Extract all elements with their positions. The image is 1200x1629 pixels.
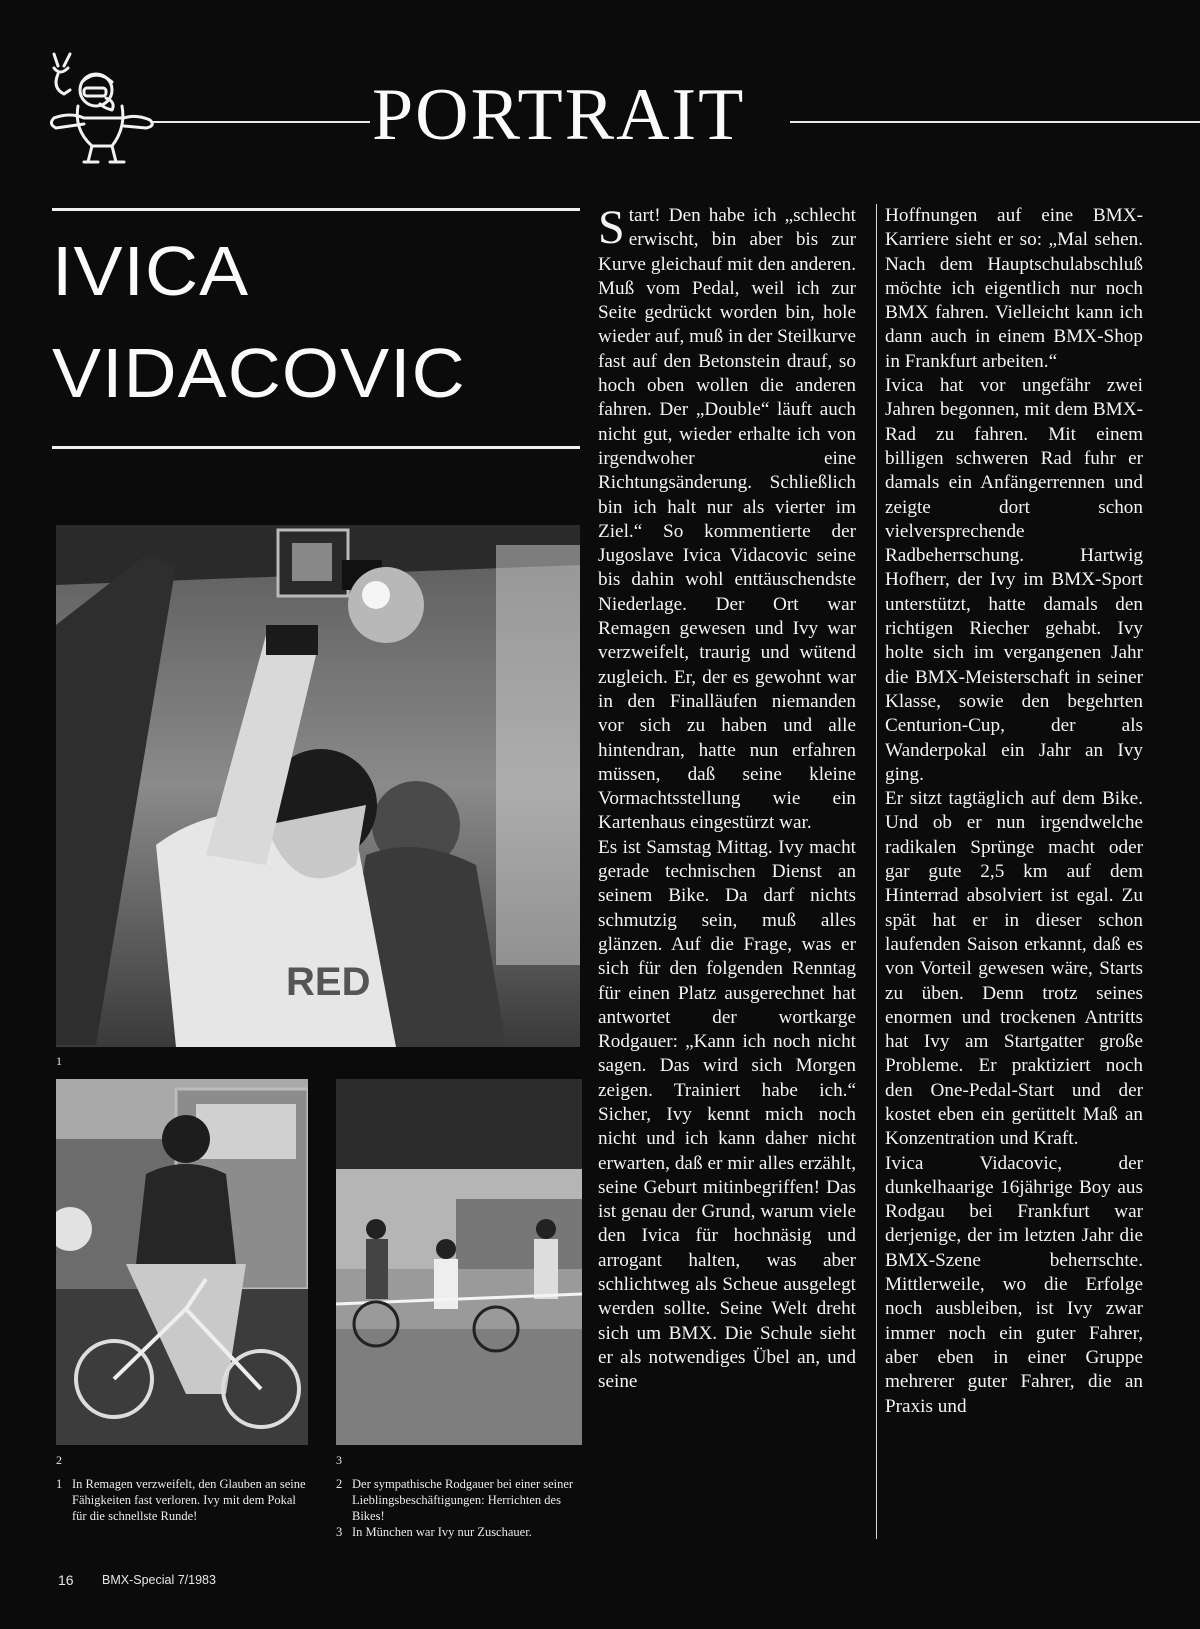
article-column-1 — [598, 201, 856, 1395]
paragraph-text: tart! Den habe ich „schlecht erwischt, bin aber bis zur Kurve gleichauf mit den anderen. Muß vom Pedal, weil ich zur Seite gedrückt worden bin, hole wieder auf, muß in der Steilkurve fast auf den Betonstein drauf, so hoch oben wollen die anderen fahren. Der „Double“ läuft auch nicht gut, wieder erhalte ich von irgendwoher eine Richtungsänderung. Schließlich bin ich halt nur als vierter im Ziel.“ So kommentierte der Jugoslave Ivica Vidacovic seine bis dahin wohl enttäuschendste Niederlage. Der Ort war Remagen gewesen und Ivy war verzweifelt, traurig und wütend zugleich. Er, der es gewohnt war in den Finalläufen niemanden vor sich zu haben und alle hintendran, hatte nun erfahren müssen, daß seine kleine Vormachtsstellung wie ein Kartenhaus eingestürzt war. — [598, 205, 856, 834]
article-column-2 — [885, 204, 1143, 1419]
caption-item — [336, 1524, 586, 1540]
article-paragraph: Es ist Samstag Mittag. Ivy macht gerade technischen Dienst an seinem Bike. Da darf nichts schmutzig sein, muß alles glänzen. Auf die Frage, was er sich für den folgenden Renntag für einen Platz ausgerechnet hat antwortet der wortkarge Rodgauer: „Kann ich noch nicht sagen. Das wird sich Morgen zeigen. Trainiert habe ich.“ Sicher, Ivy kennt mich noch nicht und ich kann daher nicht erwarten, daß er mir alles erzählt, seine Geburt mitinbegriffen! Das ist genau der Grund, warum viele den Ivica für hochnäsig und arrogant halten, was aber schlichtweg als Scheue ausgelegt werden sollte. Seine Welt dreht sich um BMX. Die Schule sieht er als notwendiges Übel an, und seine — [598, 836, 856, 1393]
article-paragraph: Ivica hat vor ungefähr zwei Jahren begonnen, mit dem BMX-Rad zu fahren. Mit einem billigen schweren Rad fuhr er damals ein Anfängerrennen und zeigte dort schon vielversprechende Radbeherrschung. Hartwig Hofherr, der Ivy im BMX-Sport unterstützt, hatte damals den richtigen Riecher gehabt. Ivy holte sich im vergangenen Jahr die BMX-Meisterschaft in seiner Klasse, sowie den begehrten Centurion-Cup, der als Wanderpokal ein Jahr an Ivy ging. — [885, 375, 1143, 785]
photo-spectators — [336, 1079, 582, 1445]
article-paragraph: Er sitzt tagtäglich auf dem Bike. Und ob er nun irgendwelche radikalen Sprünge macht oder gar gute 2,5 km auf dem Hinterrad absolviert ist egal. Zu spät hat er in dieser schon laufenden Saison erkannt, daß es von Vorteil gewesen wäre, Starts zu üben. Denn trotz seines enormen und trockenen Antritts hat Ivy am Startgatter große Probleme. Er praktiziert noch den One-Pedal-Start und der kostet eben ein gerüttelt Maß an Konzentration und Kraft. — [885, 788, 1143, 1150]
peace-sign-cartoon-icon — [44, 52, 162, 170]
caption-text: In München war Ivy nur Zuschauer. — [352, 1525, 532, 1539]
caption-item — [336, 1476, 586, 1524]
article-paragraph: Hoffnungen auf eine BMX-Karriere sieht er so: „Mal sehen. Nach dem Hauptschulabschluß möchte ich eigentlich nur noch BMX fahren. Vielleicht kann ich dann auch in einem BMX-Shop in Frankfurt arbeiten.“ — [885, 205, 1143, 372]
caption-number: 2 — [336, 1477, 343, 1491]
magazine-issue: BMX-Special 7/1983 — [102, 1573, 216, 1587]
article-paragraph — [598, 201, 856, 836]
section-title: PORTRAIT — [372, 74, 746, 156]
column-divider — [876, 204, 877, 1539]
headline-first-name: IVICA — [52, 232, 250, 310]
svg-text:RED: RED — [286, 960, 371, 1004]
caption-text: Der sympathische Rodgauer bei einer seiner Lieblingsbeschäftigungen: Herrichten des Bikes! — [352, 1477, 574, 1523]
caption-left — [56, 1476, 308, 1524]
photo-number-1: 1 — [56, 1054, 62, 1068]
headline-rule-top — [52, 208, 580, 211]
photo-trophy — [56, 525, 580, 1047]
headline-rule-bottom — [52, 446, 580, 449]
caption-number: 3 — [336, 1525, 343, 1539]
article-paragraph: Ivica Vidacovic, der dunkelhaarige 16jährige Boy aus Rodgau bei Frankfurt war derjenige, der im letzten Jahr die BMX-Szene beherrschte. Mittlerweile, wo die Erfolge noch ausbleiben, ist Ivy zwar immer noch ein guter Fahrer, aber eben in einer Gruppe mehrerer guter Fahrer, die an Praxis und — [885, 1152, 1143, 1417]
header-rule-right — [790, 121, 1200, 123]
caption-text: In Remagen verzweifelt, den Glauben an seine Fähigkeiten fast verloren. Ivy mit dem Pokal für die schnellste Runde! — [72, 1477, 306, 1523]
page-number: 16 — [58, 1572, 74, 1588]
drop-cap: S — [598, 201, 625, 254]
caption-item — [56, 1476, 308, 1524]
photo-bike-repair — [56, 1079, 308, 1445]
headline-last-name: VIDACOVIC — [52, 334, 466, 412]
caption-number: 1 — [56, 1477, 63, 1491]
caption-right — [336, 1476, 586, 1540]
photo-number-2: 2 — [56, 1453, 62, 1467]
header-rule-left — [150, 121, 370, 123]
photo-number-3: 3 — [336, 1453, 342, 1467]
